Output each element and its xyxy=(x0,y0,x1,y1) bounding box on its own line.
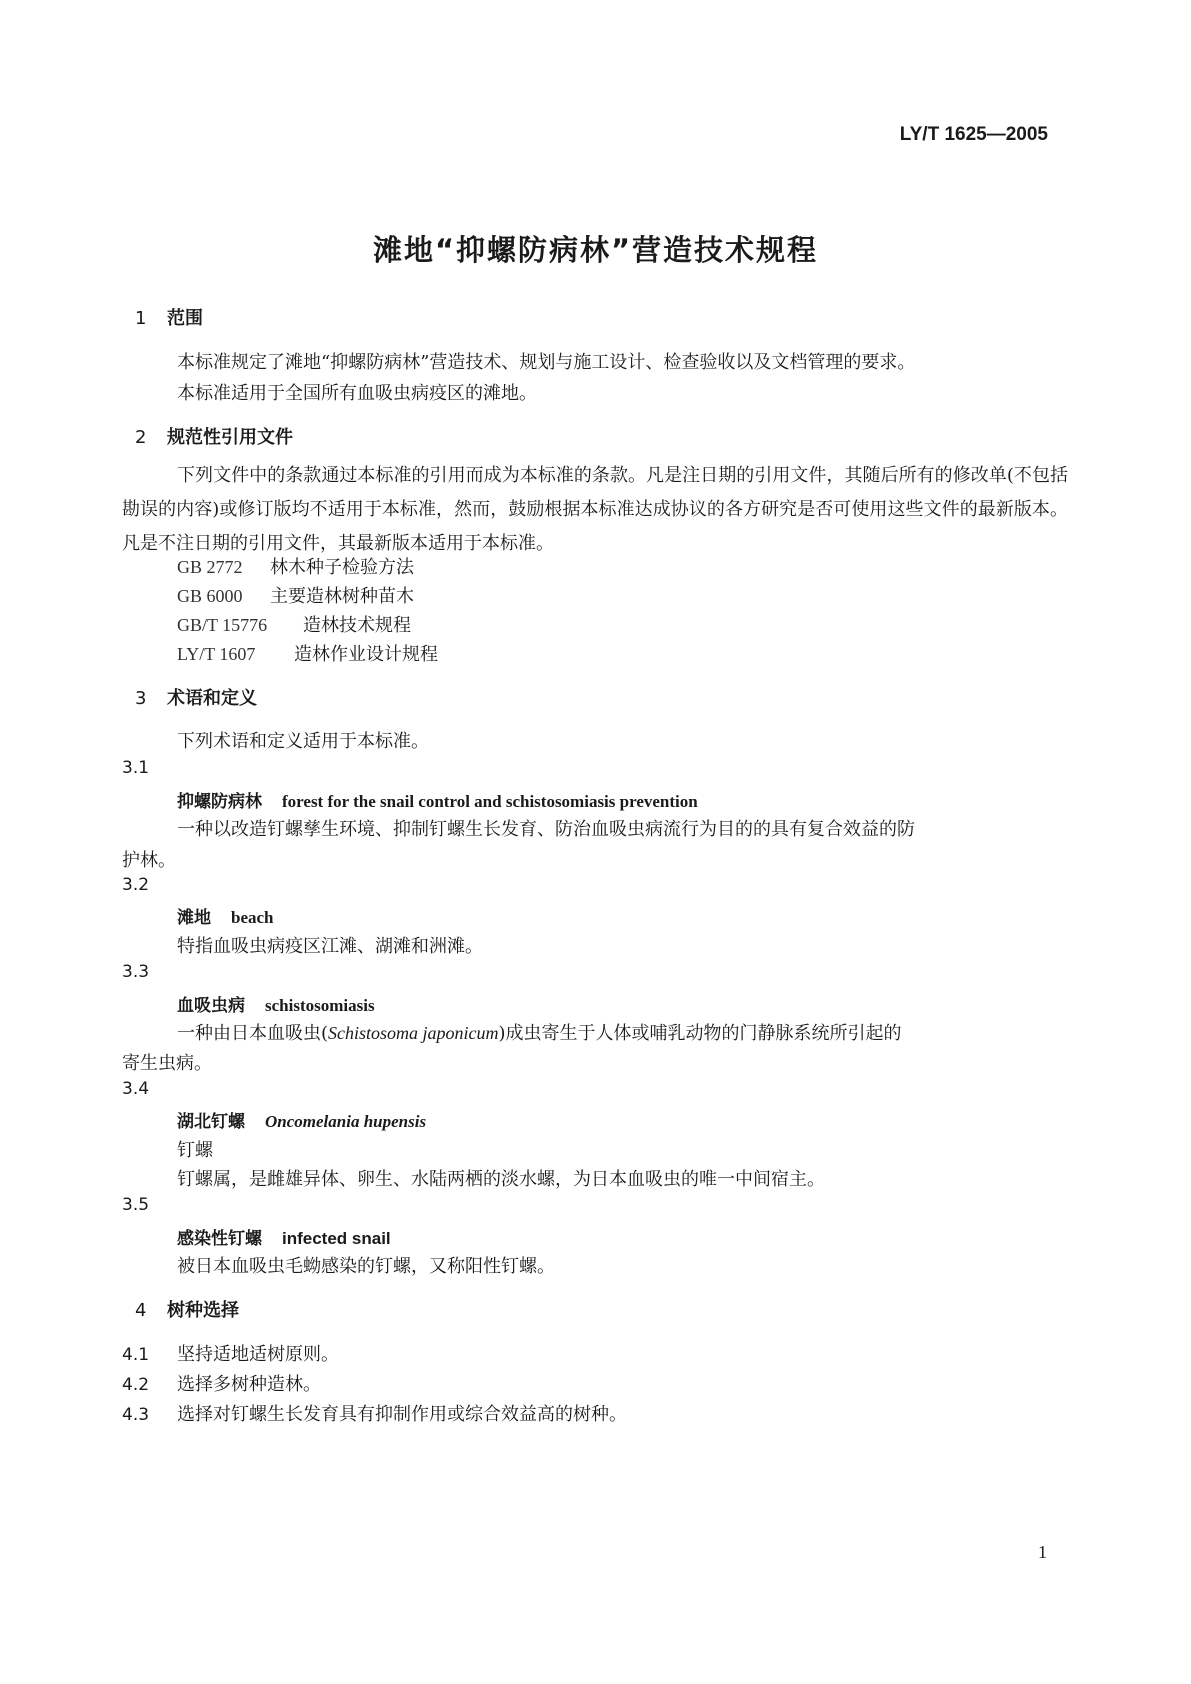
section-2-paragraph: 下列文件中的条款通过本标准的引用而成为本标准的条款。凡是注日期的引用文件，其随后所有的修改单(不包括勘误的内容)或修订版均不适用于本标准，然而，鼓励根据本标准达成协议的各方研究是否可使用这些文件的最新版本。凡是不注日期的引用文件，其最新版本适用于本标准。 xyxy=(122,465,1068,554)
term-title xyxy=(177,787,698,812)
reference-code: LY/T 1607 xyxy=(177,644,256,664)
term-chinese: 血吸虫病 xyxy=(177,996,245,1016)
normative-reference xyxy=(177,611,411,637)
term-chinese: 抑螺防病林 xyxy=(177,792,262,812)
term-definition: 一种以改造钉螺孳生环境、抑制钉螺生长发育、防治血吸虫病流行为目的的具有复合效益的防 xyxy=(177,819,915,840)
section-1-heading xyxy=(135,304,203,330)
term-number: 3.4 xyxy=(122,1079,150,1099)
term-number: 3.5 xyxy=(122,1195,150,1215)
term-number: 3.1 xyxy=(122,758,150,778)
section-title: 树种选择 xyxy=(167,1300,239,1321)
section-number: 3 xyxy=(135,688,147,709)
term-english: schistosomiasis xyxy=(265,996,375,1015)
section-number: 4 xyxy=(135,1300,147,1321)
term-english: infected snail xyxy=(282,1229,391,1248)
term-title xyxy=(177,991,375,1016)
document-title: 滩地“抑螺防病林”营造技术规程 xyxy=(372,233,819,267)
standard-code: LY/T 1625—2005 xyxy=(899,124,1048,145)
section-3-intro: 下列术语和定义适用于本标准。 xyxy=(177,731,429,752)
term-title xyxy=(177,903,274,928)
section-3-heading xyxy=(135,684,257,710)
clause-item xyxy=(122,1370,321,1396)
section-4-heading xyxy=(135,1296,239,1322)
term-english: forest for the snail control and schistosomiasis prevention xyxy=(282,792,698,811)
normative-reference xyxy=(177,553,414,579)
clause-number: 4.1 xyxy=(122,1345,150,1365)
section-1-paragraph-1: 本标准规定了滩地“抑螺防病林”营造技术、规划与施工设计、检查验收以及文档管理的要求。 xyxy=(177,352,916,373)
reference-name: 主要造林树种苗木 xyxy=(270,586,414,607)
normative-reference xyxy=(177,582,414,608)
section-title: 术语和定义 xyxy=(167,688,257,709)
term-chinese: 湖北钉螺 xyxy=(177,1112,245,1132)
clause-text: 坚持适地适树原则。 xyxy=(177,1344,339,1365)
reference-name: 造林技术规程 xyxy=(303,615,411,636)
section-number: 1 xyxy=(135,308,147,329)
definition-text: 一种由日本血吸虫( xyxy=(177,1023,329,1044)
term-title xyxy=(177,1224,391,1249)
reference-code: GB 6000 xyxy=(177,586,243,606)
term-english: Oncomelania hupensis xyxy=(265,1112,427,1131)
clause-number: 4.2 xyxy=(122,1375,150,1395)
reference-name: 林木种子检验方法 xyxy=(270,557,414,578)
term-english: beach xyxy=(231,908,274,927)
term-number: 3.3 xyxy=(122,962,150,982)
term-definition: 特指血吸虫病疫区江滩、湖滩和洲滩。 xyxy=(177,936,483,957)
clause-item xyxy=(122,1400,627,1426)
term-chinese: 滩地 xyxy=(177,908,211,928)
section-1-paragraph-2: 本标准适用于全国所有血吸虫病疫区的滩地。 xyxy=(177,383,537,404)
section-title: 规范性引用文件 xyxy=(167,427,293,448)
term-title xyxy=(177,1107,426,1132)
term-chinese: 感染性钉螺 xyxy=(177,1229,262,1249)
section-2-heading xyxy=(135,423,293,449)
section-title: 范围 xyxy=(167,308,203,329)
clause-text: 选择对钉螺生长发育具有抑制作用或综合效益高的树种。 xyxy=(177,1404,627,1425)
term-definition: 钉螺属，是雌雄异体、卵生、水陆两栖的淡水螺，为日本血吸虫的唯一中间宿主。 xyxy=(177,1169,825,1190)
definition-text: )成虫寄生于人体或哺乳动物的门静脉系统所引起的 xyxy=(498,1023,902,1044)
normative-reference xyxy=(177,640,438,666)
term-number: 3.2 xyxy=(122,875,150,895)
term-definition-continued: 寄生虫病。 xyxy=(122,1053,212,1074)
clause-item xyxy=(122,1340,339,1366)
reference-code: GB 2772 xyxy=(177,557,243,577)
term-alias: 钉螺 xyxy=(177,1140,213,1161)
section-number: 2 xyxy=(135,427,147,448)
page-number: 1 xyxy=(1038,1542,1047,1562)
clause-text: 选择多树种造林。 xyxy=(177,1374,321,1395)
term-definition: 被日本血吸虫毛蚴感染的钉螺，又称阳性钉螺。 xyxy=(177,1256,555,1277)
term-definition-continued: 护林。 xyxy=(122,850,176,871)
term-definition xyxy=(177,1019,902,1045)
clause-number: 4.3 xyxy=(122,1405,150,1425)
reference-code: GB/T 15776 xyxy=(177,615,268,635)
latin-name: Schistosoma japonicum xyxy=(328,1023,499,1043)
reference-name: 造林作业设计规程 xyxy=(294,644,438,665)
